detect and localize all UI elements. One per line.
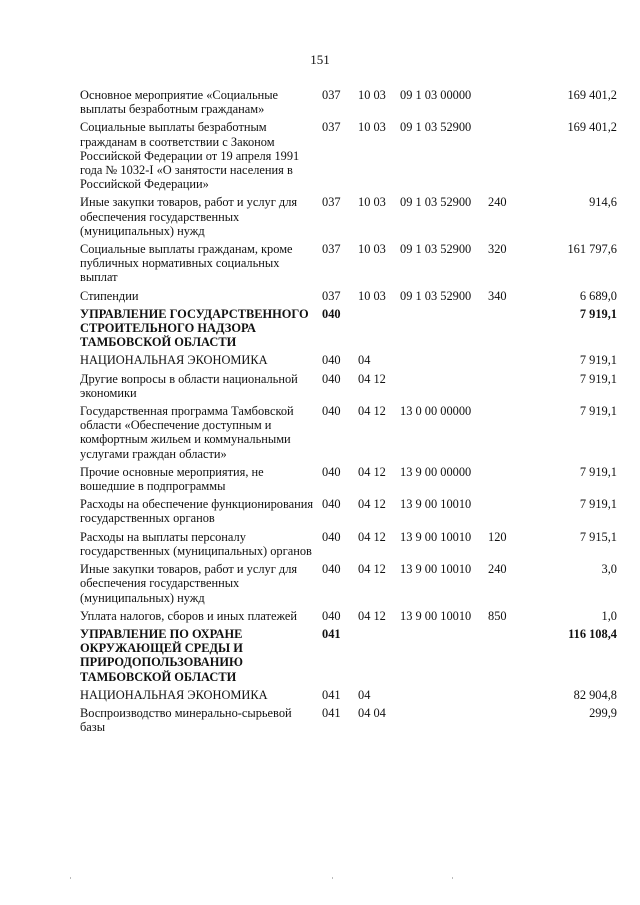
row-name: Стипендии (80, 288, 139, 303)
section-code: 10 03 (358, 242, 386, 257)
dept-code: 040 (322, 608, 341, 623)
expense-type-code: 120 (488, 529, 507, 544)
expense-type-code: 320 (488, 242, 507, 257)
amount: 7 919,1 (579, 404, 617, 419)
row-name: НАЦИОНАЛЬНАЯ ЭКОНОМИКА (80, 687, 268, 702)
row-name: Прочие основные мероприятия, не вошедшие в подпрограммы (80, 464, 264, 494)
target-article-code: 13 9 00 00000 (400, 464, 472, 479)
amount: 299,9 (589, 705, 617, 720)
expense-type-code: 240 (488, 562, 507, 577)
section-code: 04 12 (358, 464, 386, 479)
row-name: НАЦИОНАЛЬНАЯ ЭКОНОМИКА (80, 353, 268, 368)
expense-type-code: 340 (488, 288, 507, 303)
table-row (80, 242, 617, 285)
table-row (80, 88, 617, 116)
row-name: Иные закупки товаров, работ и услуг для обеспечения государственных (муниципальных) нужд (80, 562, 298, 605)
target-article-code: 13 9 00 10010 (400, 608, 472, 623)
dept-code: 040 (322, 371, 341, 386)
target-article-code: 13 9 00 10010 (400, 497, 472, 512)
table-row (80, 497, 617, 525)
dept-code: 040 (322, 404, 341, 419)
dept-code: 040 (322, 353, 341, 368)
amount: 3,0 (601, 562, 617, 577)
row-name: Уплата налогов, сборов и иных платежей (80, 608, 298, 623)
dept-code: 041 (322, 687, 341, 702)
dept-code: 037 (322, 120, 341, 135)
target-article-code: 09 1 03 52900 (400, 242, 472, 257)
amount: 7 919,1 (579, 371, 617, 386)
amount: 1,0 (601, 608, 617, 623)
row-name: УПРАВЛЕНИЕ ГОСУДАРСТВЕННОГО СТРОИТЕЛЬНОГО НАДЗОРА ТАМБОВСКОЙ ОБЛАСТИ (80, 306, 309, 350)
page-number: 151 (310, 52, 330, 67)
amount: 116 108,4 (568, 626, 617, 641)
dept-code: 037 (322, 195, 341, 210)
amount: 82 904,8 (573, 687, 617, 702)
table-row-department (80, 307, 617, 350)
dept-code: 040 (322, 497, 341, 512)
table-row (80, 562, 617, 605)
expense-type-code: 850 (488, 608, 507, 623)
table-row (80, 289, 617, 303)
dept-code: 040 (322, 464, 341, 479)
table-row (80, 530, 617, 558)
row-name: Государственная программа Тамбовской области «Обеспечение доступным и комфортным жильем и коммунальными услугами граждан области» (80, 404, 294, 461)
table-row (80, 404, 617, 461)
target-article-code: 13 0 00 00000 (400, 404, 472, 419)
row-name: Расходы на выплаты персоналу государственных (муниципальных) органов (80, 529, 312, 558)
amount: 7 919,1 (579, 353, 617, 368)
section-code: 10 03 (358, 195, 386, 210)
scan-edge-marks (0, 877, 640, 879)
row-name: Расходы на обеспечение функционирования государственных органов (80, 497, 314, 526)
amount: 7 919,1 (579, 497, 617, 512)
row-name: Социальные выплаты безработным гражданам в соответствии с Законом Российской Федерации от 19 апреля 1991 года № 1032-I «О занятости населения в Российской Федерации» (80, 120, 300, 192)
row-name: Иные закупки товаров, работ и услуг для обеспечения государственных (муниципальных) нужд (80, 195, 298, 238)
section-code: 04 12 (358, 404, 386, 419)
target-article-code: 09 1 03 52900 (400, 195, 472, 210)
budget-table (80, 88, 617, 738)
target-article-code: 09 1 03 52900 (400, 288, 472, 303)
expense-type-code: 240 (488, 195, 507, 210)
dept-code: 040 (322, 562, 341, 577)
dept-code: 041 (322, 705, 341, 720)
dept-code: 041 (322, 626, 341, 641)
table-row (80, 688, 617, 702)
section-code: 10 03 (358, 88, 386, 102)
amount: 6 689,0 (579, 288, 617, 303)
row-name: Основное мероприятие «Социальные выплаты безработным гражданам» (80, 88, 279, 117)
row-name: Социальные выплаты гражданам, кроме публичных нормативных социальных выплат (80, 242, 293, 285)
row-name: Воспроизводство минерально-сырьевой базы (80, 705, 292, 735)
section-code: 04 12 (358, 497, 386, 512)
table-row (80, 195, 617, 238)
target-article-code: 13 9 00 10010 (400, 562, 472, 577)
target-article-code: 09 1 03 00000 (400, 88, 472, 102)
table-row (80, 465, 617, 493)
target-article-code: 09 1 03 52900 (400, 120, 472, 135)
dept-code: 037 (322, 242, 341, 257)
section-code: 04 12 (358, 562, 386, 577)
table-row-department (80, 627, 617, 684)
row-name: Другие вопросы в области национальной экономики (80, 371, 298, 400)
table-row (80, 372, 617, 400)
section-code: 10 03 (358, 288, 386, 303)
table-row (80, 120, 617, 191)
dept-code: 040 (322, 306, 341, 321)
section-code: 04 12 (358, 608, 386, 623)
section-code: 04 04 (358, 705, 386, 720)
section-code: 04 12 (358, 529, 386, 544)
table-row (80, 609, 617, 623)
section-code: 04 12 (358, 371, 386, 386)
amount: 7 919,1 (579, 306, 617, 321)
amount: 7 919,1 (579, 464, 617, 479)
amount: 914,6 (589, 195, 617, 210)
table-row (80, 353, 617, 367)
amount: 161 797,6 (567, 242, 617, 257)
dept-code: 040 (322, 529, 341, 544)
amount: 169 401,2 (567, 88, 617, 102)
amount: 7 915,1 (579, 529, 617, 544)
section-code: 10 03 (358, 120, 386, 135)
dept-code: 037 (322, 288, 341, 303)
section-code: 04 (358, 353, 371, 368)
amount: 169 401,2 (567, 120, 617, 135)
section-code: 04 (358, 687, 371, 702)
target-article-code: 13 9 00 10010 (400, 529, 472, 544)
dept-code: 037 (322, 88, 341, 102)
row-name: УПРАВЛЕНИЕ ПО ОХРАНЕ ОКРУЖАЮЩЕЙ СРЕДЫ И ПРИРОДОПОЛЬЗОВАНИЮ ТАМБОВСКОЙ ОБЛАСТИ (80, 626, 243, 684)
table-row (80, 706, 617, 734)
